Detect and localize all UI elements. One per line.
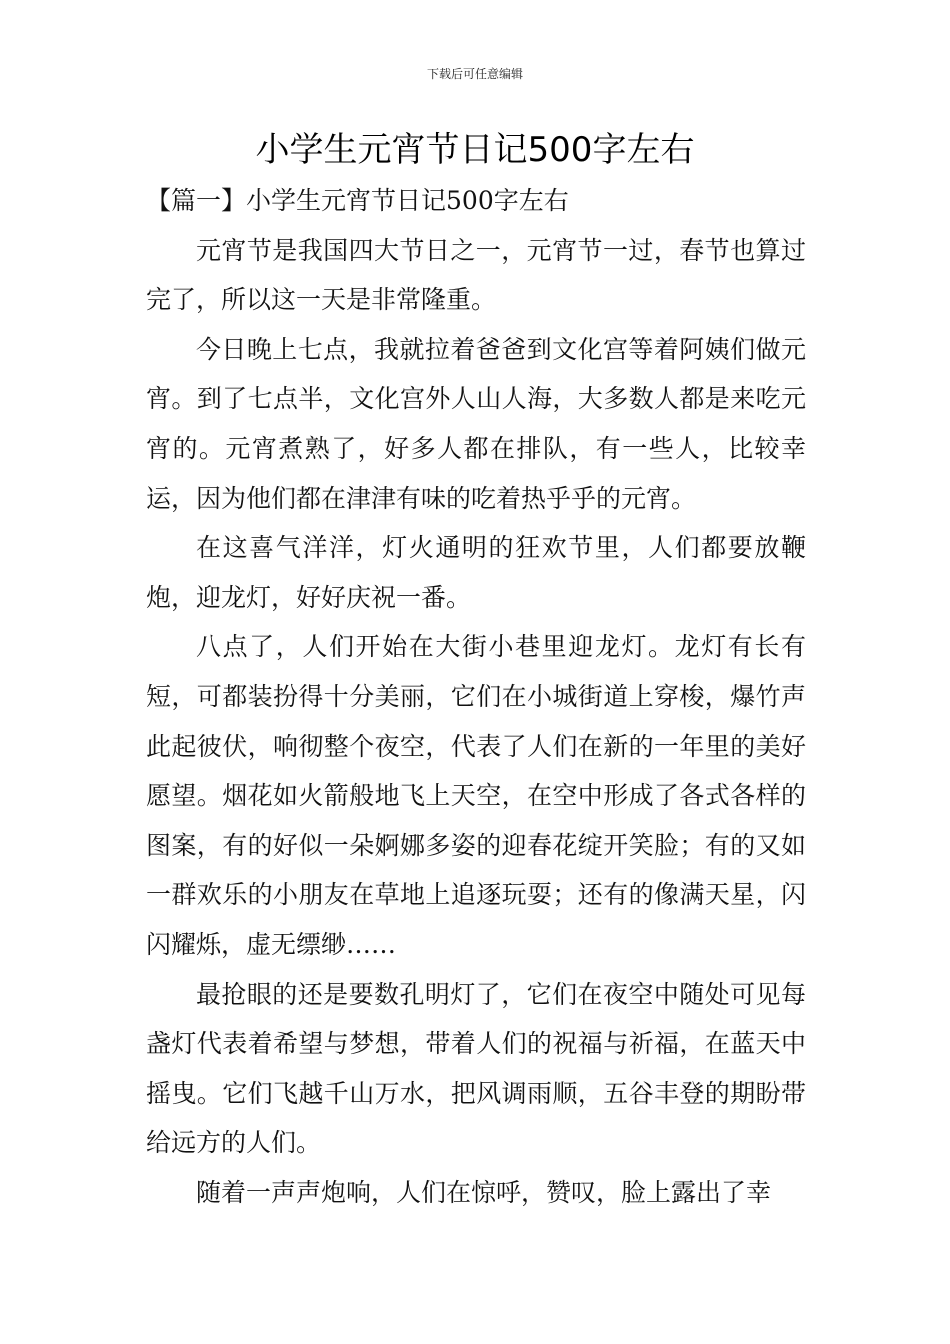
document-title: 小学生元宵节日记500字左右 — [255, 130, 695, 170]
document-body — [146, 176, 806, 1217]
paragraph-1: 元宵节是我国四大节日之一，元宵节一过，春节也算过完了，所以这一天是非常隆重。 — [146, 235, 806, 315]
paragraph-5: 最抢眼的还是要数孔明灯了，它们在夜空中随处可见每盏灯代表着希望与梦想，带着人们的祝福与祈福，在蓝天中摇曳。它们飞越千山万水，把风调雨顺，五谷丰登的期盼带给远方的人们。 — [146, 979, 806, 1158]
paragraph-3: 在这喜气洋洋，灯火通明的狂欢节里，人们都要放鞭炮，迎龙灯，好好庆祝一番。 — [146, 533, 806, 612]
section-heading: 【篇一】小学生元宵节日记500字左右 — [146, 186, 569, 215]
paragraph-4: 八点了，人们开始在大街小巷里迎龙灯。龙灯有长有短，可都装扮得十分美丽，它们在小城街道上穿梭，爆竹声此起彼伏，响彻整个夜空，代表了人们在新的一年里的美好愿望。烟花如火箭般地飞上天空，在空中形成了各式各样的图案，有的好似一朵婀娜多姿的迎春花绽开笑脸；有的又如一群欢乐的小朋友在草地上追逐玩耍；还有的像满天星，闪闪耀烁，虚无缥缈…… — [146, 632, 806, 959]
paragraph-2: 今日晚上七点，我就拉着爸爸到文化宫等着阿姨们做元宵。到了七点半，文化宫外人山人海，大多数人都是来吃元宵的。元宵煮熟了，好多人都在排队，有一些人，比较幸运，因为他们都在津津有味的吃着热乎乎的元宵。 — [146, 334, 806, 513]
header-note: 下载后可任意编辑 — [426, 67, 523, 81]
paragraph-6: 随着一声声炮响，人们在惊呼，赞叹，脸上露出了幸 — [196, 1177, 772, 1207]
